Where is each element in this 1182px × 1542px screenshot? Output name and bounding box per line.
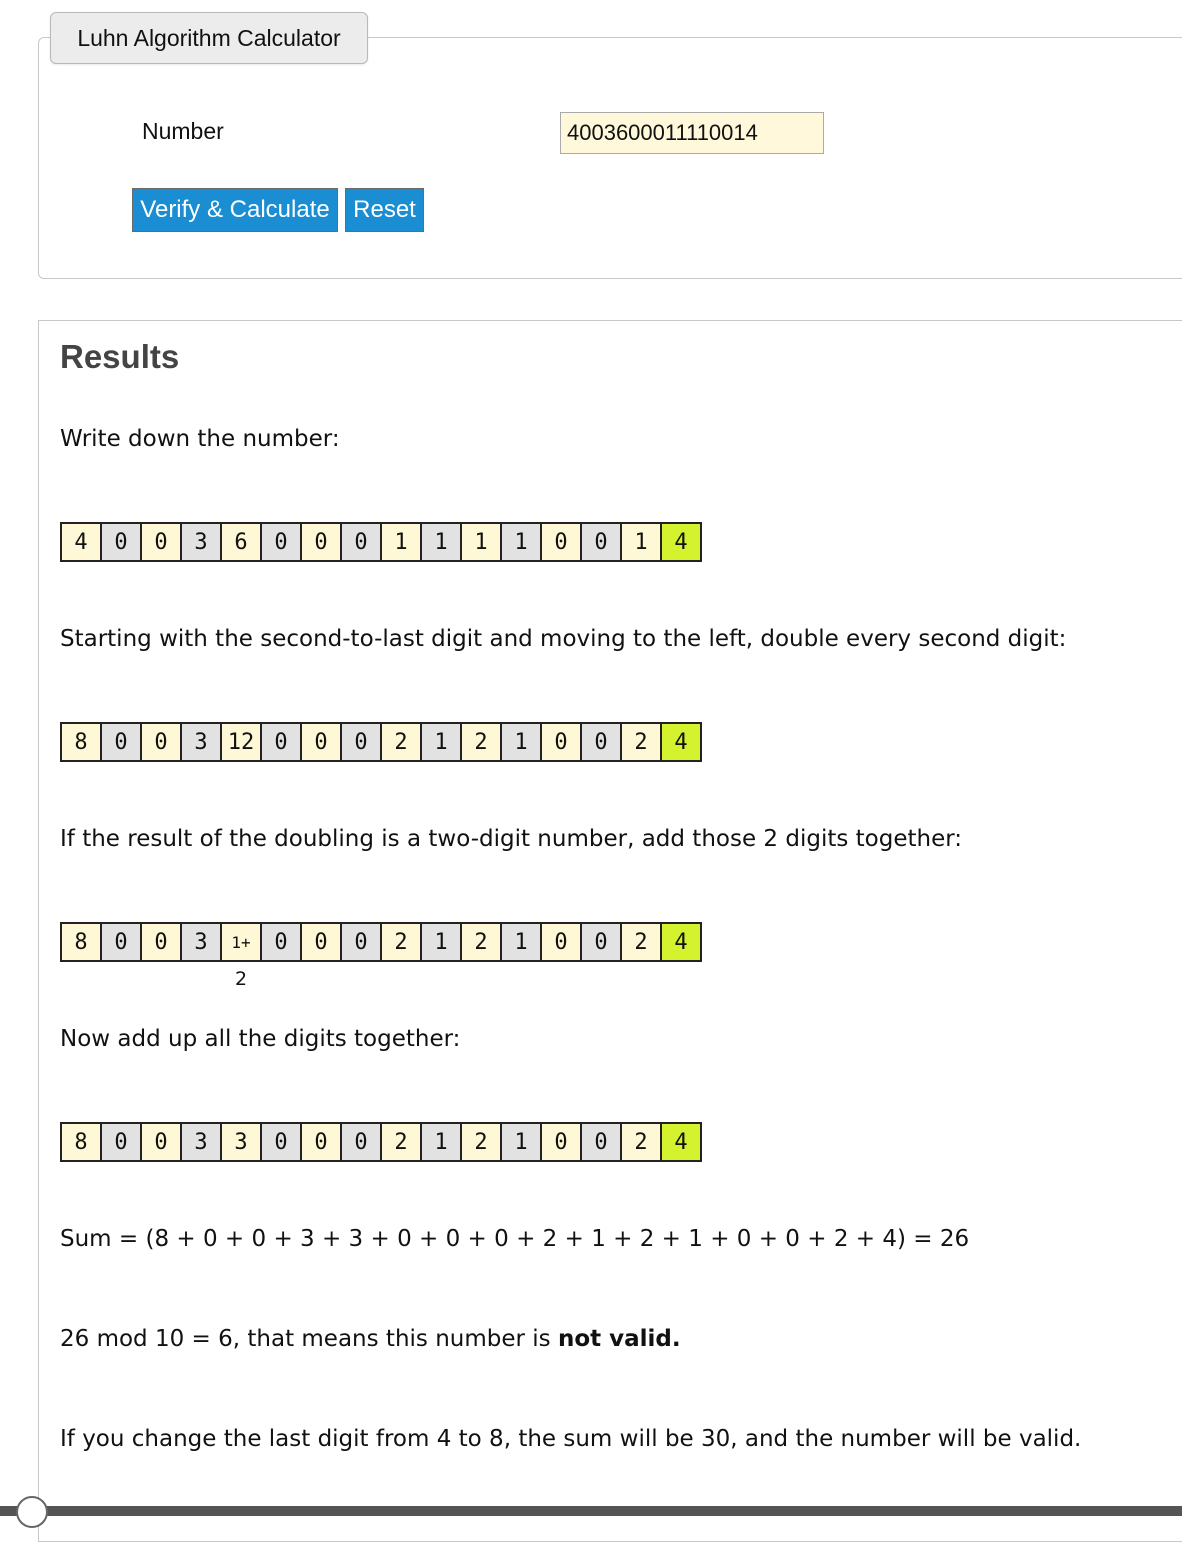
digit-cell: 3 — [222, 1122, 262, 1162]
digit-row-doubled — [60, 722, 702, 762]
digit-cell: 1 — [422, 922, 462, 962]
digit-cell — [222, 922, 262, 990]
digit-cell: 0 — [142, 522, 182, 562]
digit-row-final — [60, 1122, 702, 1162]
digit-cell: 0 — [262, 1122, 302, 1162]
digit-cell: 8 — [62, 1122, 102, 1162]
check-digit-cell: 4 — [662, 922, 702, 962]
digit-cell: 3 — [182, 1122, 222, 1162]
digit-cell: 0 — [262, 922, 302, 962]
digit-cell: 0 — [582, 922, 622, 962]
number-input[interactable] — [560, 112, 824, 154]
step4-text: Now add up all the digits together: — [60, 1026, 461, 1052]
check-digit-cell: 4 — [662, 1122, 702, 1162]
digit-cell: 0 — [342, 922, 382, 962]
validity-text — [60, 1326, 681, 1352]
digit-row-summed-digits — [60, 922, 702, 990]
digit-cell: 1 — [622, 522, 662, 562]
digit-cell: 2 — [382, 922, 422, 962]
digit-cell: 0 — [582, 722, 622, 762]
digit-cell: 2 — [622, 922, 662, 962]
digit-cell: 0 — [142, 922, 182, 962]
digit-cell: 0 — [102, 522, 142, 562]
validity-result: not valid. — [557, 1326, 681, 1352]
digit-cell: 2 — [622, 1122, 662, 1162]
digit-cell: 0 — [342, 722, 382, 762]
digit-cell: 0 — [582, 1122, 622, 1162]
digit-cell: 0 — [102, 1122, 142, 1162]
validity-prefix: 26 mod 10 = 6, that means this number is — [60, 1326, 558, 1352]
calculator-panel — [38, 37, 1182, 279]
digit-cell: 1 — [382, 522, 422, 562]
digit-cell: 2 — [622, 722, 662, 762]
digit-cell: 2 — [462, 722, 502, 762]
digit-cell: 3 — [182, 522, 222, 562]
digit-cell: 2 — [382, 1122, 422, 1162]
digit-cell: 0 — [342, 522, 382, 562]
digit-cell: 0 — [142, 722, 182, 762]
digit-cell: 0 — [302, 922, 342, 962]
digit-cell: 0 — [102, 922, 142, 962]
check-digit-cell: 4 — [662, 522, 702, 562]
digit-cell: 0 — [542, 722, 582, 762]
digit-cell: 3 — [182, 722, 222, 762]
digit-cell: 8 — [62, 722, 102, 762]
digit-cell: 6 — [222, 522, 262, 562]
sum-text: Sum = (8 + 0 + 0 + 3 + 3 + 0 + 0 + 0 + 2 + 1 + 2 + 1 + 0 + 0 + 2 + 4) = 26 — [60, 1226, 970, 1252]
calculator-legend: Luhn Algorithm Calculator — [50, 12, 368, 64]
digit-cell: 0 — [582, 522, 622, 562]
digit-cell: 3 — [182, 922, 222, 962]
digit-cell: 0 — [342, 1122, 382, 1162]
verify-calculate-button[interactable]: Verify & Calculate — [132, 188, 338, 232]
digit-cell: 0 — [542, 1122, 582, 1162]
digit-cell: 12 — [222, 722, 262, 762]
digit-cell-partial: 1+ — [231, 932, 251, 952]
digit-cell: 0 — [102, 722, 142, 762]
digit-cell: 1 — [502, 1122, 542, 1162]
digit-cell-overflow: 2 — [234, 968, 248, 990]
digit-cell: 2 — [462, 1122, 502, 1162]
step2-text: Starting with the second-to-last digit and moving to the left, double every second digit: — [60, 626, 1067, 652]
change-hint-text: If you change the last digit from 4 to 8, the sum will be 30, and the number will be valid. — [60, 1426, 1082, 1452]
number-label: Number — [142, 118, 224, 144]
scroll-handle-icon[interactable] — [16, 1496, 48, 1528]
digit-cell: 8 — [62, 922, 102, 962]
bottom-scrollbar[interactable] — [0, 1506, 1182, 1516]
results-title: Results — [60, 338, 180, 375]
digit-cell: 4 — [62, 522, 102, 562]
digit-cell: 0 — [302, 722, 342, 762]
digit-cell: 2 — [462, 922, 502, 962]
digit-cell: 1 — [422, 1122, 462, 1162]
digit-cell: 0 — [542, 522, 582, 562]
digit-cell: 1 — [502, 722, 542, 762]
step3-text: If the result of the doubling is a two-digit number, add those 2 digits together: — [60, 826, 963, 852]
digit-cell: 1 — [502, 522, 542, 562]
digit-cell: 0 — [302, 522, 342, 562]
digit-cell: 0 — [542, 922, 582, 962]
step1-text: Write down the number: — [60, 426, 340, 452]
digit-cell: 1 — [502, 922, 542, 962]
digit-cell: 0 — [142, 1122, 182, 1162]
digit-cell: 2 — [382, 722, 422, 762]
digit-cell: 0 — [262, 522, 302, 562]
digit-cell: 0 — [262, 722, 302, 762]
digit-row-original — [60, 522, 702, 562]
check-digit-cell: 4 — [662, 722, 702, 762]
digit-cell: 1 — [462, 522, 502, 562]
digit-cell: 1 — [422, 522, 462, 562]
digit-cell: 1 — [422, 722, 462, 762]
digit-cell: 0 — [302, 1122, 342, 1162]
reset-button[interactable]: Reset — [345, 188, 424, 232]
